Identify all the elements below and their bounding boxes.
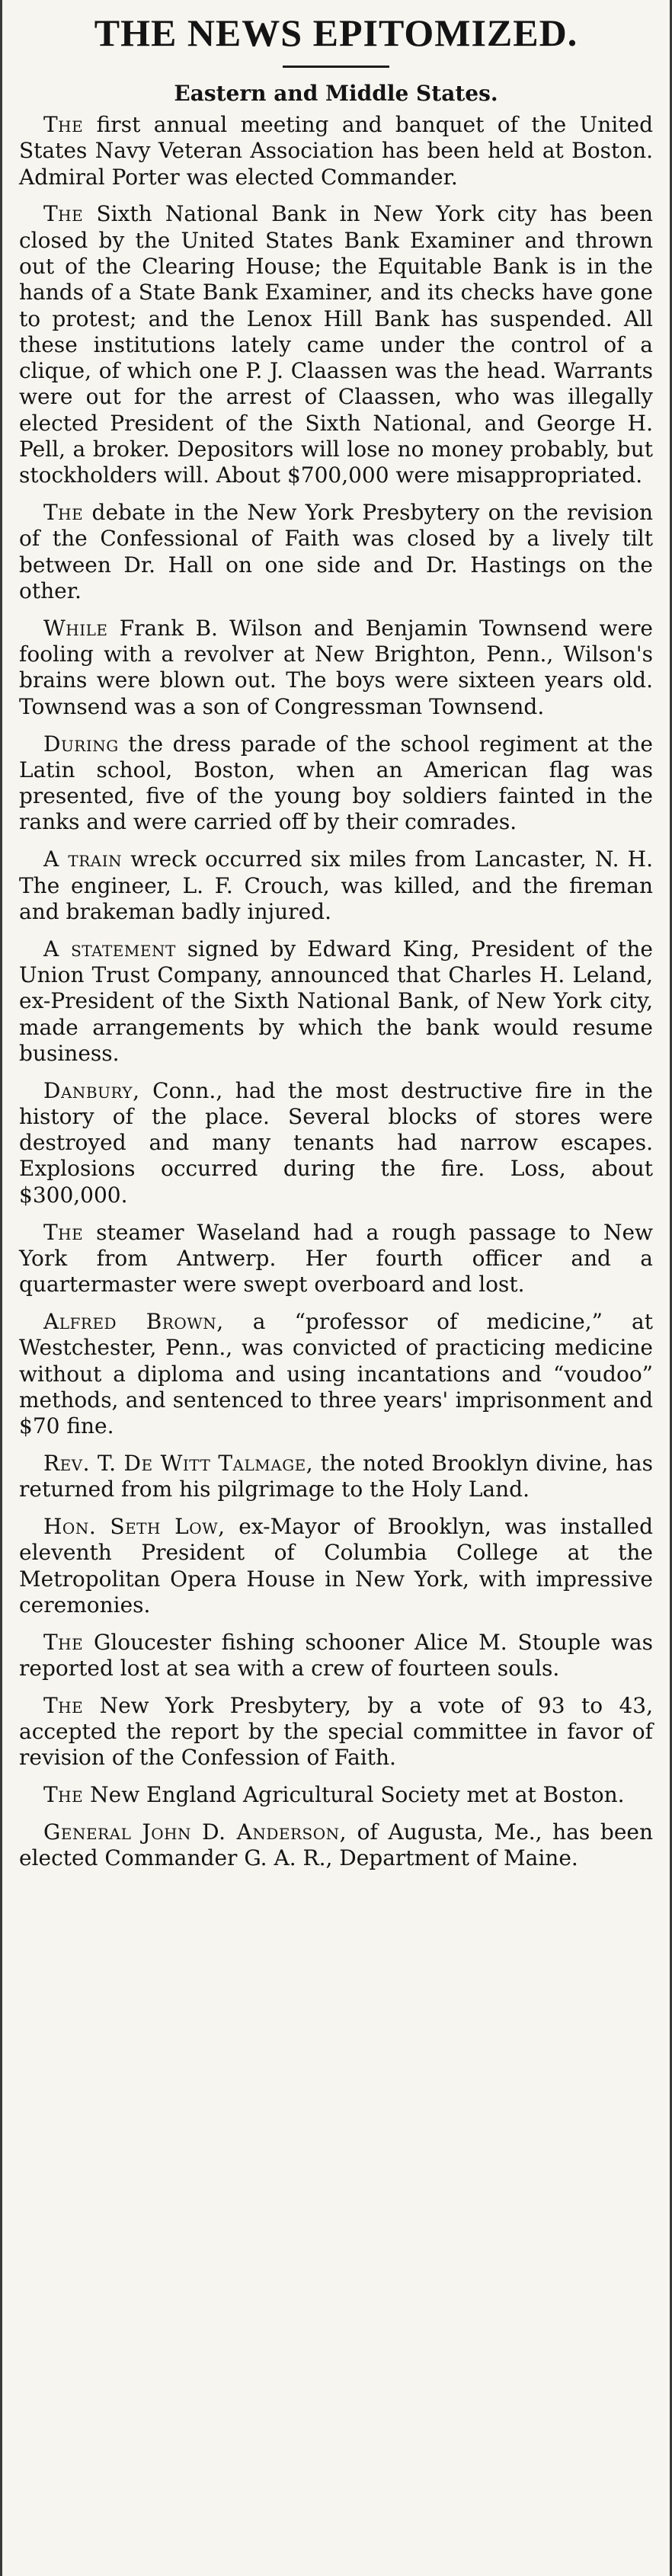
item-text: Conn., had the most destructive fire in the history of the place. Several blocks of stores were destroyed and many tenants had narrow escapes. Explosions occurred during the fire. Loss, about $300,000. <box>19 1077 653 1208</box>
news-item <box>19 1514 653 1618</box>
item-text: debate in the New York Presbytery on the revision of the Confessional of Faith was closed by a lively tilt between Dr. Hall on one side and Dr. Hastings on the other. <box>19 500 653 604</box>
news-item <box>19 616 653 720</box>
item-text: first annual meeting and banquet of the United States Navy Veteran Association has been held at Boston. Admiral Porter was elected Commander. <box>19 112 653 190</box>
news-item <box>19 201 653 488</box>
news-item <box>19 731 653 836</box>
item-text: Frank B. Wilson and Benjamin Townsend were fooling with a revolver at New Brighton, Penn., Wilson's brains were blown out. The boys were sixteen years old. Townsend was a son of Congressman Townsend. <box>19 615 653 719</box>
item-text: the dress parade of the school regiment at the Latin school, Boston, when an American flag was presented, five of the young boy soldiers fainted in the ranks and were carried off by their comrades. <box>19 731 653 835</box>
divider-rule <box>283 66 389 68</box>
item-lead: Alfred Brown, <box>43 1308 224 1334</box>
item-text: Gloucester fishing schooner Alice M. Stouple was reported lost at sea with a crew of fourteen souls. <box>19 1629 653 1682</box>
item-lead: General John D. Anderson, <box>43 1819 347 1845</box>
item-text: signed by Edward King, President of the Union Trust Company, announced that Charles H. Leland, ex-President of the Sixth National Bank, of New York city, made arrangements by which the bank would resume business. <box>19 936 653 1066</box>
item-lead: The <box>43 112 84 137</box>
news-item <box>19 1078 653 1208</box>
news-item <box>19 1309 653 1439</box>
item-text: steamer Waseland had a rough passage to New York from Antwerp. Her fourth officer and a quartermaster were swept overboard and lost. <box>19 1219 653 1298</box>
item-lead: Danbury, <box>43 1077 140 1103</box>
masthead: THE NEWS EPITOMIZED. <box>94 11 578 54</box>
item-lead: The <box>43 201 84 227</box>
item-text: a “professor of medicine,” at Westchester, Penn., was convicted of practicing medicine without a diploma and using incantations and “voudoo” methods, and sentenced to three years' imprisonment and $70 fine. <box>19 1308 653 1439</box>
item-text: Sixth National Bank in New York city has been closed by the United States Bank Examiner and thrown out of the Clearing House; the Equitable Bank is in the hands of a State Bank Examiner, and its checks have gone to protest; and the Lenox Hill Bank has suspended. All these institutions lately came under the control of a clique, of which one P. J. Claassen was the head. Warrants were out for the arrest of Claassen, who was illegally elected President of the Sixth National, and George H. Pell, a broker. Depositors will lose no money probably, but stockholders will. About $700,000 were misappropriated. <box>19 201 653 488</box>
item-lead: A train <box>43 846 123 872</box>
item-text: New England Agricultural Society met at Boston. <box>83 1782 625 1808</box>
item-lead: A statement <box>43 936 176 962</box>
news-item <box>19 500 653 604</box>
news-item <box>19 1630 653 1682</box>
item-lead: The <box>43 1782 84 1808</box>
item-lead: While <box>43 615 108 641</box>
news-item <box>19 1693 653 1771</box>
item-lead: Rev. T. De Witt Talmage, <box>43 1450 314 1476</box>
item-text: of Augusta, Me., has been elected Commander G. A. R., Department of Maine. <box>19 1819 653 1871</box>
news-item <box>19 112 653 190</box>
news-item <box>19 1451 653 1503</box>
item-text: ex-Mayor of Brooklyn, was installed eleventh President of Columbia College at the Metropolitan Opera House in New York, with impressive ceremonies. <box>19 1514 654 1618</box>
news-item <box>19 1782 653 1808</box>
item-lead: The <box>43 1629 84 1655</box>
item-lead: The <box>43 1219 84 1245</box>
item-lead: Hon. Seth Low, <box>43 1514 226 1540</box>
item-lead: During <box>43 731 119 757</box>
item-lead: The <box>43 1692 84 1718</box>
news-item <box>19 846 653 925</box>
news-item <box>19 1819 653 1872</box>
section-heading: Eastern and Middle States. <box>174 81 498 106</box>
item-text: wreck occurred six miles from Lancaster, N. H. The engineer, L. F. Crouch, was killed, and the fireman and brakeman badly injured. <box>19 846 653 924</box>
item-text: the noted Brooklyn divine, has returned from his pilgrimage to the Holy Land. <box>19 1450 653 1502</box>
item-lead: The <box>43 500 84 526</box>
news-item <box>19 1220 653 1298</box>
item-text: New York Presbytery, by a vote of 93 to 43, accepted the report by the special committee in favor of revision of the Confession of Faith. <box>19 1692 653 1771</box>
news-item <box>19 936 653 1067</box>
